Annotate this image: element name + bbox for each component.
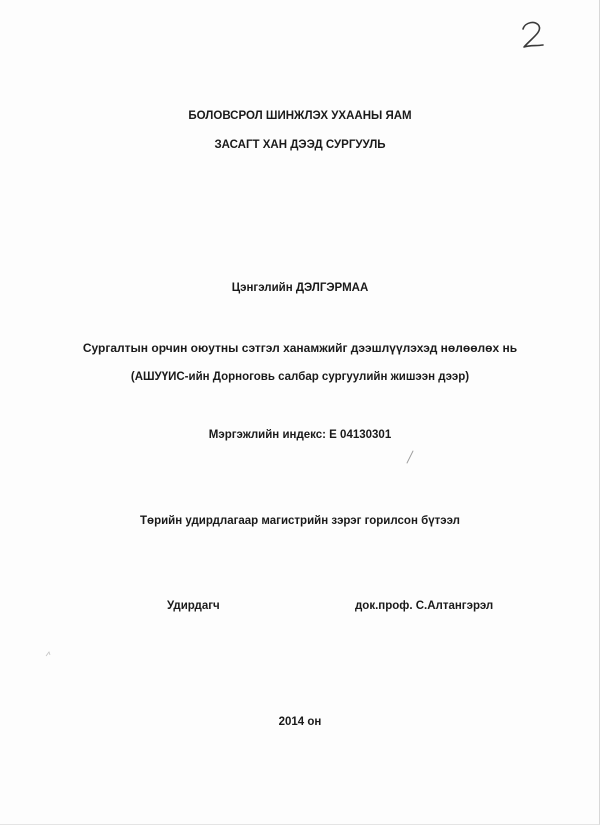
degree-statement: Төрийн удирдлагаар магистрийн зэрэг горилсон бүтээл	[140, 515, 460, 527]
year-label: 2014 он	[278, 716, 322, 728]
school-heading: ЗАСАГТ ХАН ДЭЭД СУРГУУЛЬ	[214, 139, 386, 151]
author-name: Цэнгэлийн ДЭЛГЭРМАА	[231, 282, 369, 294]
pencil-tick-mark	[404, 449, 416, 465]
scan-speck	[44, 650, 52, 658]
advisor-label: Удирдагч	[167, 600, 220, 612]
ministry-heading: БОЛОВСРОЛ ШИНЖЛЭХ УХААНЫ ЯАМ	[188, 110, 412, 122]
thesis-subtitle: (АШУҮИС-ийн Дорноговь салбар сургуулийн жишээн дээр)	[130, 371, 470, 383]
advisor-name: док.проф. С.Алтангэрэл	[355, 600, 494, 612]
specialty-index: Мэргэжлийн индекс: E 04130301	[208, 429, 392, 441]
handwritten-page-number	[518, 18, 546, 52]
thesis-title: Сургалтын орчин оюутны сэтгэл ханамжийг дээшлүүлэхэд нөлөөлөх нь	[82, 341, 518, 355]
